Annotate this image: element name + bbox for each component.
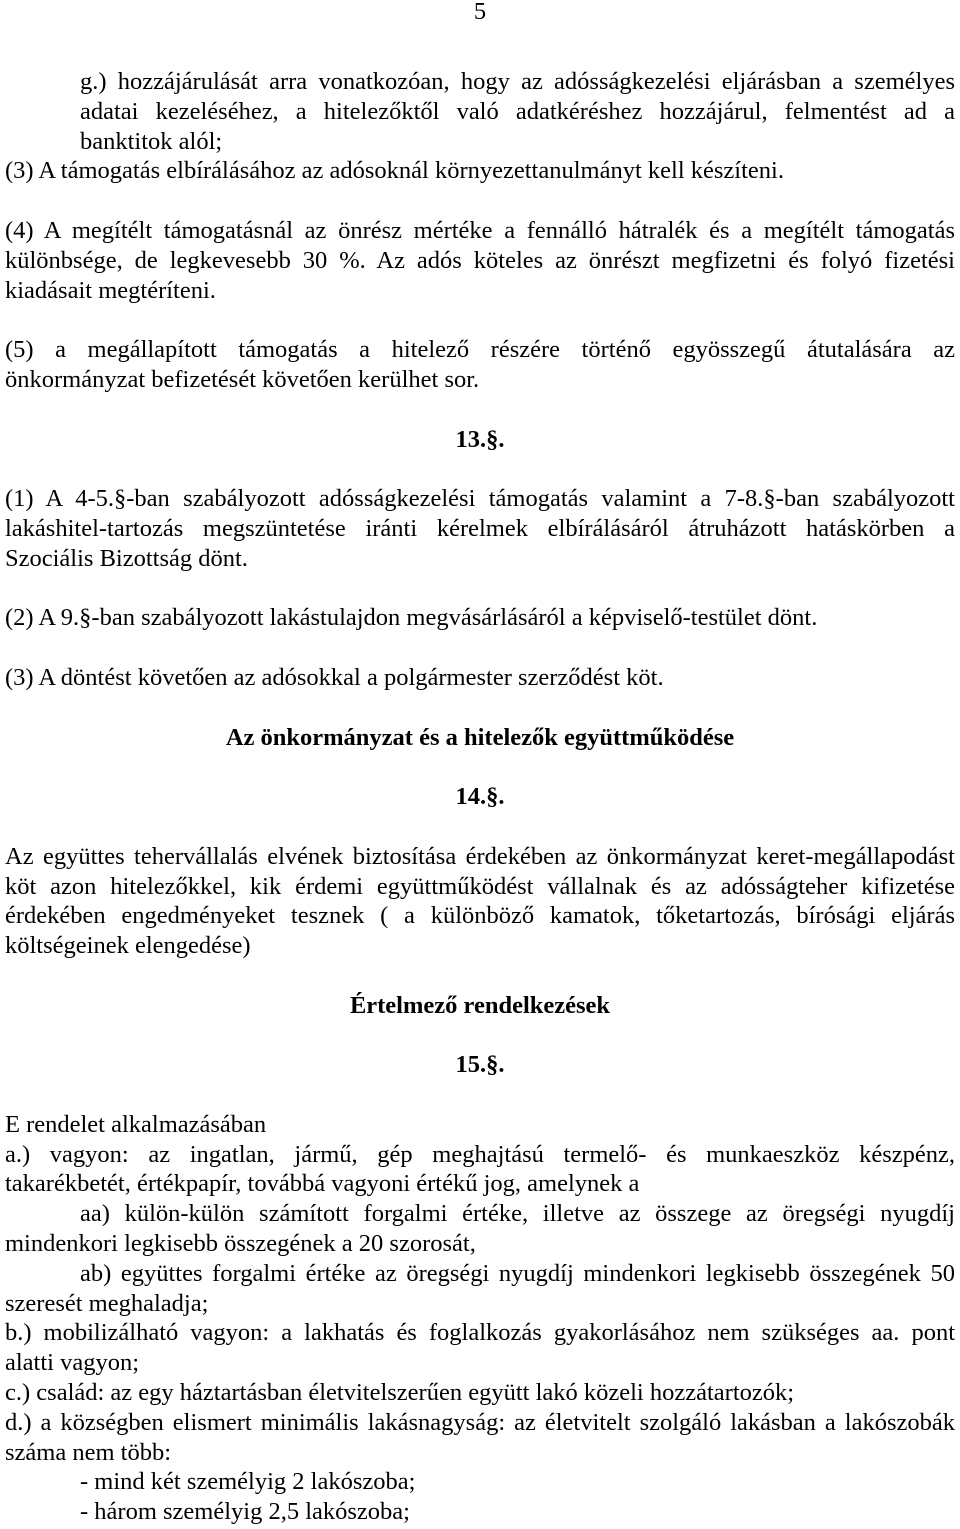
definition-d-line: száma nem több: [5, 1438, 172, 1466]
blank-line [5, 693, 955, 723]
article-14-text-line: költségeinek elengedése) [5, 932, 251, 960]
definition-d-list-item: - három személyig 2,5 lakószoba; [80, 1498, 410, 1526]
blank-line [5, 305, 955, 335]
definition-a-line: a.) vagyon: az ingatlan, jármű, gép meghajtású termelő- és munkaeszköz készpénz, [5, 1140, 955, 1168]
article-13-para-2: (2) A 9.§-ban szabályozott lakástulajdon megvásárlásáról a képviselő-testület dönt. [5, 604, 818, 632]
item-g-line: banktitok alól; [80, 127, 223, 155]
definition-b-line: b.) mobilizálható vagyon: a lakhatás és foglalkozás gyakorlásához nem szükséges aa. pont [5, 1319, 955, 1347]
definition-ab-line: ab) együttes forgalmi értéke az öregségi nyugdíj mindenkori legkisebb összegének 50 [80, 1259, 955, 1287]
blank-line [5, 186, 955, 216]
article-13-para-1-line: Szociális Bizottság dönt. [5, 544, 248, 572]
definition-aa-line: mindenkori legkisebb összegének a 20 szorosát, [5, 1230, 476, 1258]
document-body [5, 67, 955, 1527]
blank-line [5, 812, 955, 842]
article-14-number: 14.§. [455, 783, 505, 811]
blank-line [5, 574, 955, 604]
paragraph-4-line: különbsége, de legkevesebb 30 %. Az adós köteles az önrészt megfizetni és folyó fizetési [5, 246, 955, 274]
definitions-intro: E rendelet alkalmazásában [5, 1110, 267, 1138]
article-13-para-3: (3) A döntést követően az adósokkal a polgármester szerződést köt. [5, 663, 664, 691]
blank-line [5, 961, 955, 991]
definition-ab-line: szeresét meghaladja; [5, 1289, 209, 1317]
article-13-number: 13.§. [455, 425, 505, 453]
blank-line [5, 1080, 955, 1110]
paragraph-4-line: (4) A megítélt támogatásnál az önrész mértéke a fennálló hátralék és a megítélt támogatás [5, 216, 955, 244]
item-g-line: adatai kezeléséhez, a hitelezőktől való adatkéréshez hozzájárul, felmentést ad a [80, 97, 955, 125]
blank-line [5, 752, 955, 782]
definition-b-line: alatti vagyon; [5, 1349, 140, 1377]
paragraph-4-line: kiadásait megtéríteni. [5, 276, 216, 304]
definition-aa-line: aa) külön-külön számított forgalmi értéke, illetve az összege az öregségi nyugdíj [80, 1200, 955, 1228]
page-number: 5 [473, 0, 487, 25]
item-g-line: g.) hozzájárulását arra vonatkozóan, hogy az adósságkezelési eljárásban a személyes [80, 68, 955, 95]
article-15-number: 15.§. [455, 1051, 505, 1079]
paragraph-5-line: (5) a megállapított támogatás a hitelező részére történő egyösszegű átutalására az [5, 336, 955, 364]
blank-line [5, 454, 955, 484]
article-14-text-line: érdekében engedményeket tesznek ( a különböző kamatok, tőketartozás, bírósági eljárás [5, 902, 955, 930]
section-heading-cooperation: Az önkormányzat és a hitelezők együttműködése [225, 723, 735, 751]
article-13-para-1-line: (1) A 4-5.§-ban szabályozott adósságkezelési támogatás valamint a 7-8.§-ban szabályozott [5, 485, 955, 513]
definition-d-list-item: - mind két személyig 2 lakószoba; [80, 1468, 416, 1496]
paragraph-3: (3) A támogatás elbírálásához az adósoknál környezettanulmányt kell készíteni. [5, 157, 784, 185]
blank-line [5, 395, 955, 425]
article-14-text-line: köt azon hitelezőkkel, kik érdemi együttműködést vállalnak és az adósságteher kifizetése [5, 872, 955, 900]
article-14-text-line: Az együttes tehervállalás elvének biztosítása érdekében az önkormányzat keret-megállapodást [5, 842, 955, 870]
definition-c: c.) család: az egy háztartásban életvitelszerűen együtt lakó közeli hozzátartozók; [5, 1379, 795, 1407]
section-heading-definitions: Értelmező rendelkezések [349, 991, 611, 1019]
article-13-para-1-line: lakáshitel-tartozás megszüntetése iránti kérelmek elbírálásáról átruházott hatáskörben a [5, 514, 955, 542]
paragraph-5-line: önkormányzat befizetését követően kerülhet sor. [5, 365, 480, 393]
definition-d-line: d.) a községben elismert minimális lakásnagyság: az életvitelt szolgáló lakásban a lakószobák [5, 1408, 955, 1436]
definition-a-line: takarékbetét, értékpapír, továbbá vagyoni értékű jog, amelynek a [5, 1170, 640, 1198]
blank-line [5, 1021, 955, 1051]
blank-line [5, 633, 955, 663]
